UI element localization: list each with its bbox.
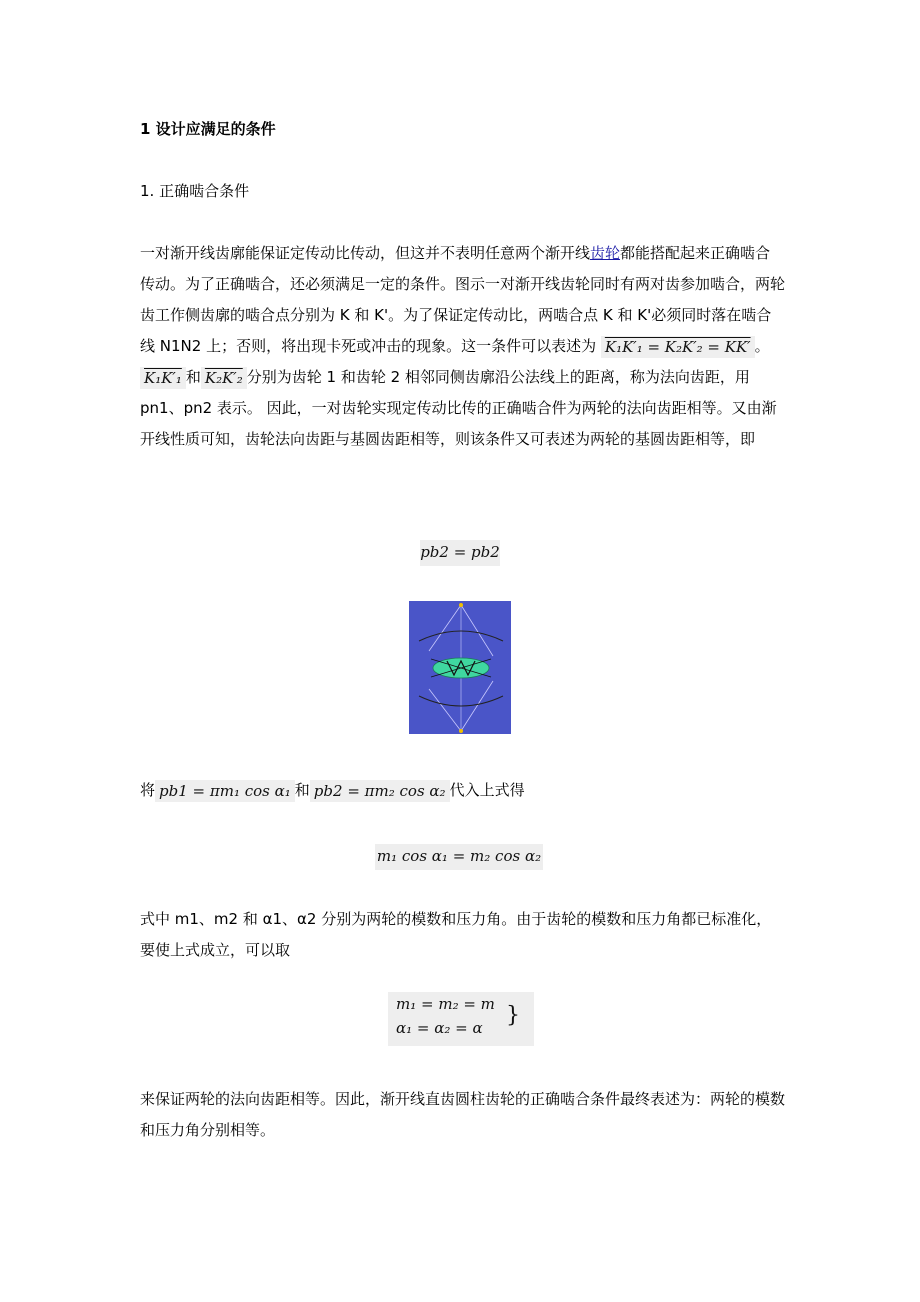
gear-meshing-diagram	[409, 601, 511, 734]
paragraph-meshing-intro	[140, 238, 785, 455]
text: 一对渐开线齿廓能保证定传动比传动，但这并不表明任意两个渐开线	[140, 244, 591, 262]
equation-line: α₁ = α₂ = α	[396, 1019, 483, 1037]
equation-image: pb1 = πm₁ cos α₁	[155, 780, 295, 802]
subsection-heading: 1. 正确啮合条件	[140, 182, 250, 200]
text: 都能搭配起来正确啮合传动。为了正确啮合，还必须满足一定的条件。图示一对渐开线齿轮同时有两对齿参加啮合，两轮齿工作侧齿廓的啮合点分别为 K 和 K'。为了保证定传动比，两啮合点 K 和 K'必须同时落在啮合线 N1N2 上；否则，将出现卡死或冲击的现象。这一条件可以表述为	[140, 244, 786, 355]
paragraph-substitute	[140, 775, 785, 806]
equation-image: K₂K′₂	[201, 367, 247, 389]
text: 分别为齿轮 1 和齿轮 2 相邻同侧齿廓沿公法线上的距离，称为法向齿距，用 pn1、pn2 表示。 因此，一对齿轮实现定传动比传的正确啮合件为两轮的法向齿距相等。又由渐开线性质可知，齿轮法向齿距与基圆齿距相等，则该条件又可表述为两轮的基圆齿距相等，即	[140, 368, 777, 448]
section-heading: 1 设计应满足的条件	[140, 120, 276, 138]
text: 和	[294, 781, 310, 799]
equation-system	[388, 992, 534, 1046]
equation-module-angle: m₁ cos α₁ = m₂ cos α₂	[375, 844, 543, 870]
brace-glyph: }	[506, 1003, 520, 1028]
equation-image: pb2 = πm₂ cos α₂	[310, 780, 450, 802]
text: 将	[140, 781, 156, 799]
text: 和	[185, 368, 201, 386]
gear-link[interactable]: 齿轮	[590, 244, 621, 262]
text: 。	[754, 337, 770, 355]
equation-base-pitch: pb2 = pb2	[420, 540, 500, 566]
paragraph-conclusion: 来保证两轮的法向齿距相等。因此，渐开线直齿圆柱齿轮的正确啮合条件最终表述为：两轮的模数和压力角分别相等。	[140, 1090, 786, 1139]
paragraph-standardized: 式中 m1、m2 和 α1、α2 分别为两轮的模数和压力角。由于齿轮的模数和压力角都已标准化，要使上式成立，可以取	[140, 910, 772, 959]
equation-line: m₁ = m₂ = m	[396, 995, 495, 1013]
equation-image: K₁K′₁ = K₂K′₂ = KK′	[601, 336, 755, 358]
text: 代入上式得	[449, 781, 525, 799]
equation-image: K₁K′₁	[140, 367, 186, 389]
